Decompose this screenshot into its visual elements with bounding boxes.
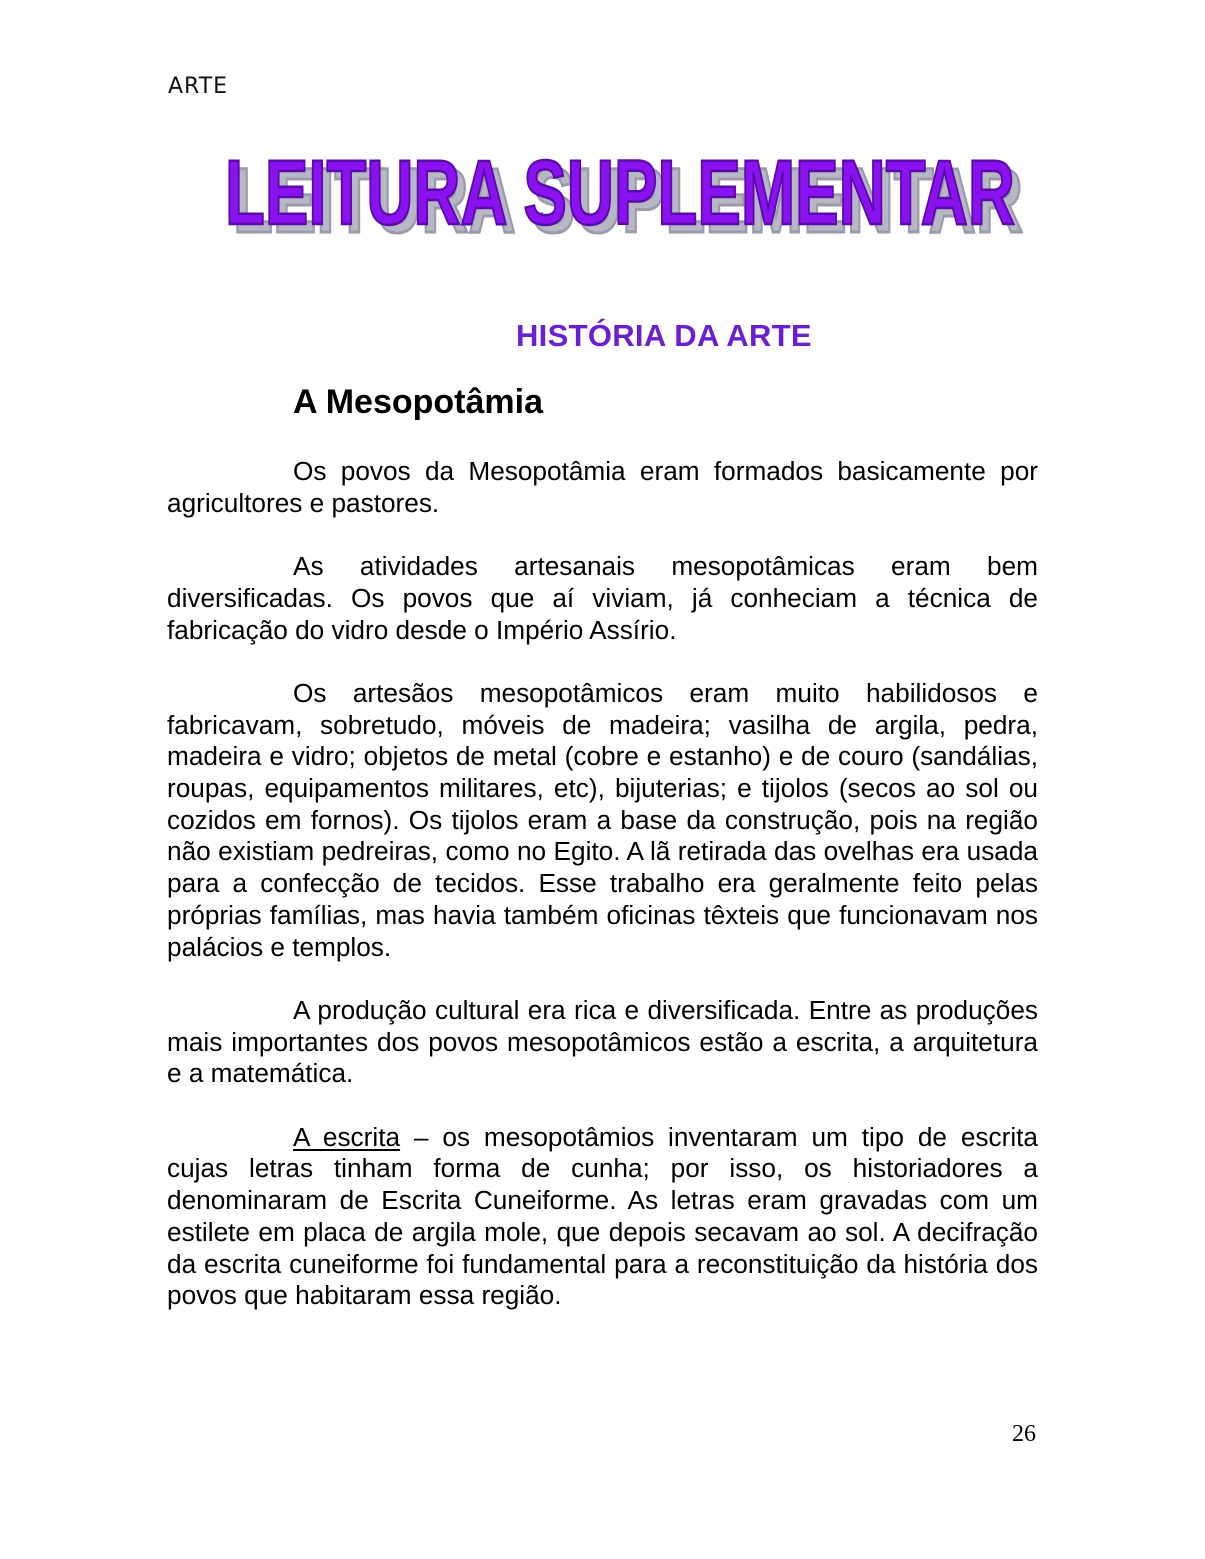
running-header: ARTE: [168, 74, 229, 99]
escrita-term: A escrita: [293, 1121, 401, 1152]
paragraph: Os povos da Mesopotâmia eram formados basicamente por agricultores e pastores.: [167, 456, 1038, 518]
page-number: 26: [1012, 1421, 1036, 1447]
article-body: [167, 456, 1038, 1312]
banner-title: [200, 128, 1030, 258]
paragraph: As atividades artesanais mesopotâmicas eram bem diversificadas. Os povos que aí viviam, já conheciam a técnica de fabricação do vidro desde o Império Assírio.: [167, 551, 1038, 645]
escrita-text: – os mesopotâmios inventaram um tipo de escrita cujas letras tinham forma de cunha; por isso, os historiadores a denominaram de Escrita Cuneiforme. As letras eram gravadas com um estilete em placa de argila mole, que depois secavam ao sol. A decifração da escrita cuneiforme foi fundamental para a reconstituição da história dos povos que habitaram essa região.: [167, 1121, 1038, 1311]
paragraph: Os artesãos mesopotâmicos eram muito habilidosos e fabricavam, sobretudo, móveis de madeira; vasilha de argila, pedra, madeira e vidro; objetos de metal (cobre e estanho) e de couro (sandálias, roupas, equipamentos militares, etc), bijuterias; e tijolos (secos ao sol ou cozidos em fornos). Os tijolos eram a base da construção, pois na região não existiam pedreiras, como no Egito. A lã retirada das ovelhas era usada para a confecção de tecidos. Esse trabalho era geralmente feito pelas próprias famílias, mas havia também oficinas têxteis que funcionavam nos palácios e templos.: [167, 677, 1038, 962]
section-heading: HISTÓRIA DA ARTE: [516, 318, 812, 353]
paragraph: A produção cultural era rica e diversificada. Entre as produções mais importantes dos povos mesopotâmicos estão a escrita, a arquitetura e a matemática.: [167, 994, 1038, 1089]
article-title: A Mesopotâmia: [293, 383, 544, 421]
banner-title-text: LEITURA SUPLEMENTAR: [225, 142, 1015, 244]
paragraph-escrita: [167, 1122, 1038, 1312]
banner-title-shadow: LEITURA SUPLEMENTAR: [233, 150, 1023, 252]
